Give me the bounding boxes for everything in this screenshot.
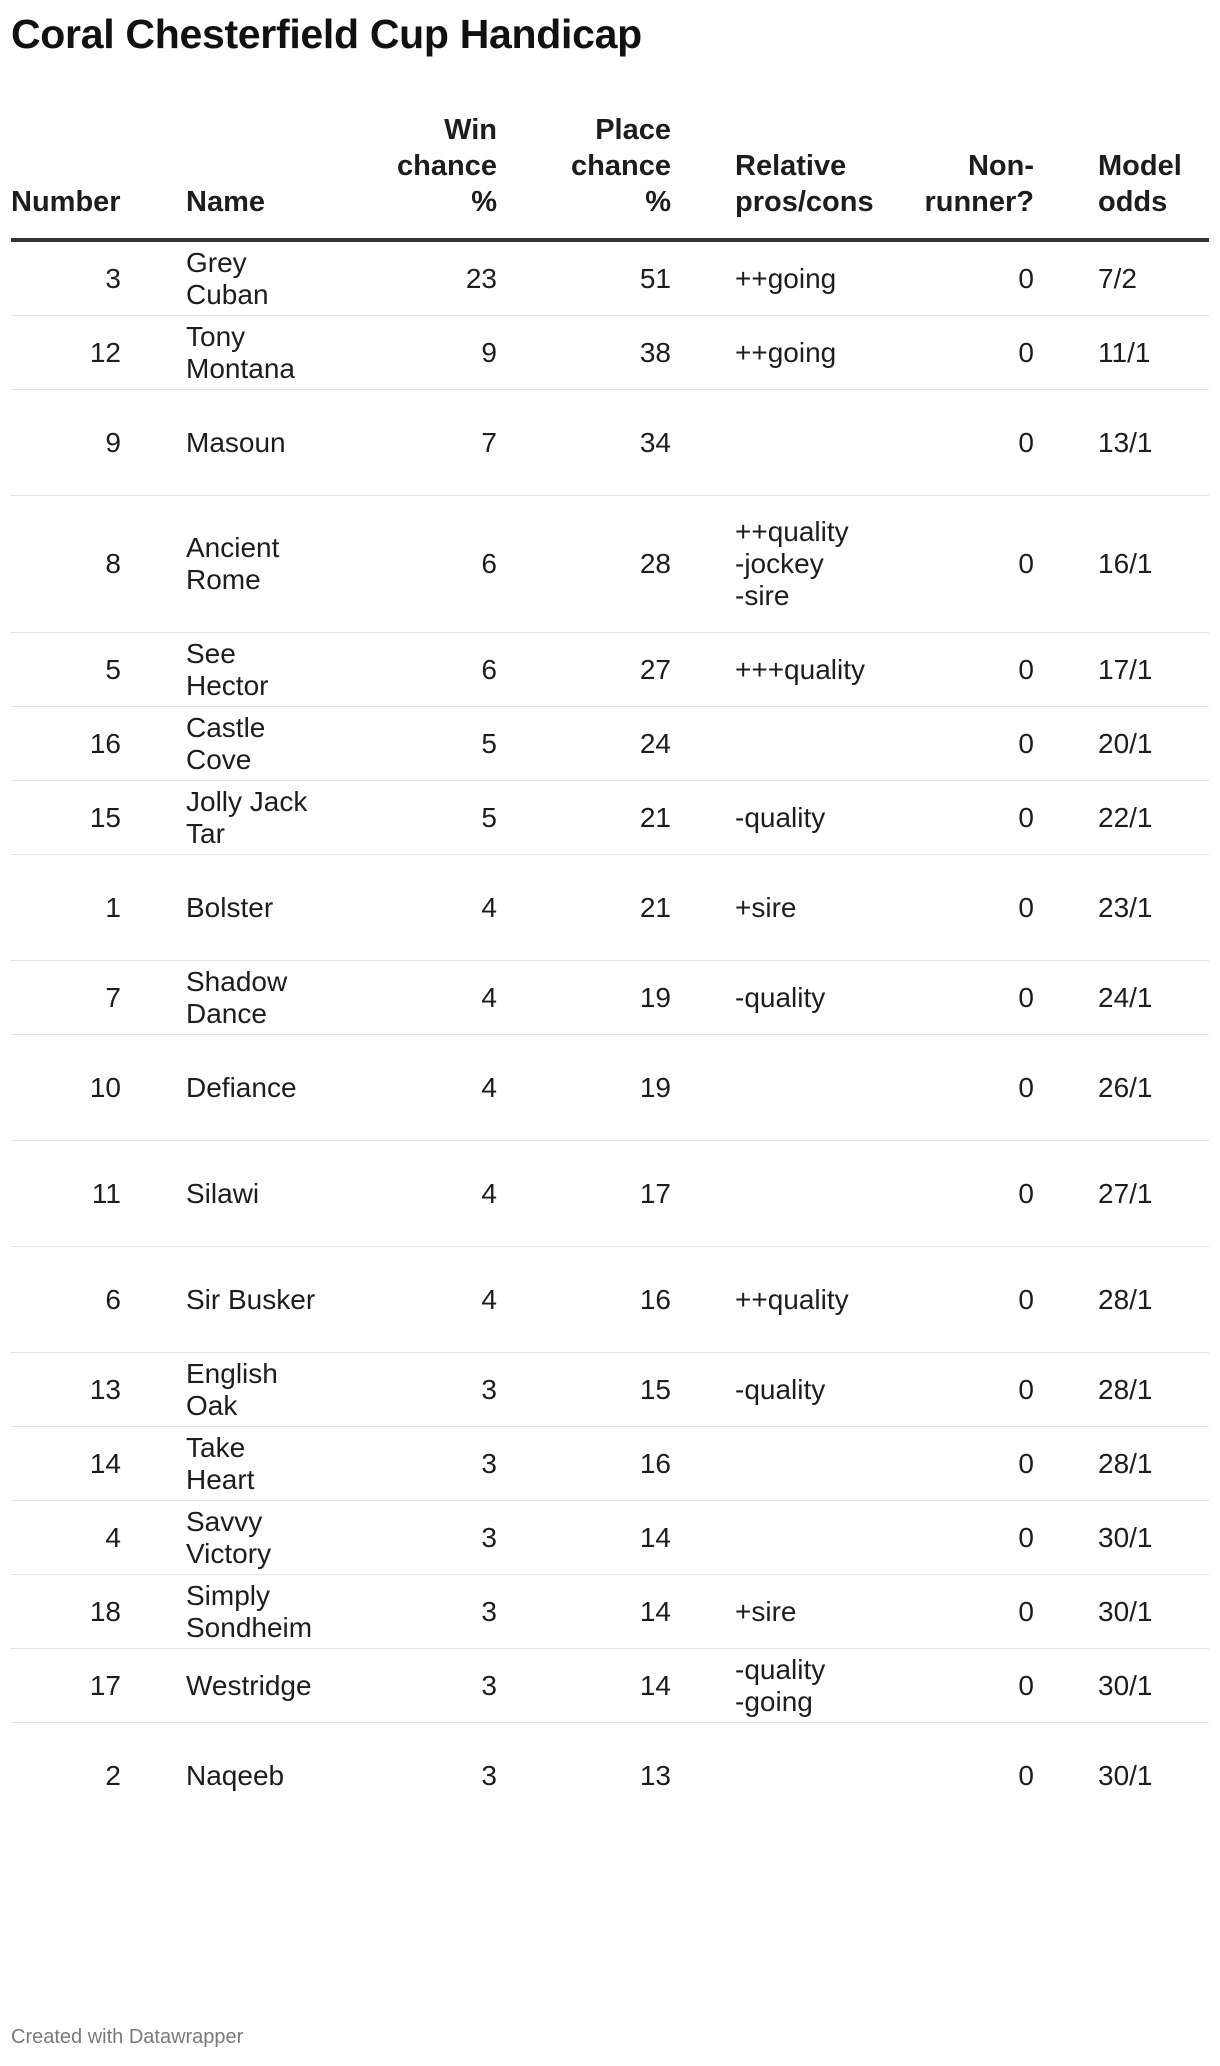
cell-name: Ancient Rome (186, 496, 366, 633)
column-header-model-odds: Model odds (1098, 112, 1209, 240)
cell-spacer (671, 1247, 735, 1353)
column-spacer (1034, 112, 1098, 240)
cell-number: 12 (11, 316, 121, 390)
cell-place-chance: 14 (497, 1575, 671, 1649)
cell-model-odds: 23/1 (1098, 855, 1209, 961)
cell-name: Savvy Victory (186, 1501, 366, 1575)
cell-name: Masoun (186, 390, 366, 496)
cell-spacer (121, 1501, 186, 1575)
cell-name: Tony Montana (186, 316, 366, 390)
cell-spacer (1034, 240, 1098, 316)
cell-model-odds: 11/1 (1098, 316, 1209, 390)
cell-spacer (671, 1649, 735, 1723)
cell-spacer (1034, 1035, 1098, 1141)
header-row (11, 112, 1209, 240)
cell-number: 1 (11, 855, 121, 961)
cell-place-chance: 51 (497, 240, 671, 316)
cell-number: 15 (11, 781, 121, 855)
cell-pros-cons: -quality -going (735, 1649, 905, 1723)
cell-win-chance: 3 (366, 1501, 497, 1575)
cell-model-odds: 30/1 (1098, 1649, 1209, 1723)
cell-win-chance: 4 (366, 961, 497, 1035)
cell-spacer (671, 707, 735, 781)
cell-pros-cons: -quality (735, 1353, 905, 1427)
column-header-win-chance: Win chance % (366, 112, 497, 240)
cell-name: Jolly Jack Tar (186, 781, 366, 855)
cell-place-chance: 17 (497, 1141, 671, 1247)
cell-model-odds: 16/1 (1098, 496, 1209, 633)
cell-spacer (671, 316, 735, 390)
table-row (11, 1723, 1209, 1829)
cell-place-chance: 19 (497, 1035, 671, 1141)
table-body (11, 240, 1209, 1828)
cell-name: See Hector (186, 633, 366, 707)
cell-place-chance: 19 (497, 961, 671, 1035)
cell-non-runner: 0 (905, 1649, 1034, 1723)
table-row (11, 390, 1209, 496)
cell-place-chance: 27 (497, 633, 671, 707)
cell-spacer (121, 1353, 186, 1427)
cell-spacer (671, 633, 735, 707)
cell-place-chance: 14 (497, 1501, 671, 1575)
cell-non-runner: 0 (905, 855, 1034, 961)
cell-win-chance: 7 (366, 390, 497, 496)
cell-number: 3 (11, 240, 121, 316)
cell-spacer (1034, 961, 1098, 1035)
cell-non-runner: 0 (905, 1427, 1034, 1501)
cell-spacer (1034, 855, 1098, 961)
cell-number: 11 (11, 1141, 121, 1247)
cell-spacer (671, 1035, 735, 1141)
cell-place-chance: 13 (639, 1759, 671, 1791)
cell-win-chance: 6 (366, 496, 497, 633)
cell-spacer (1034, 1501, 1098, 1575)
cell-non-runner: 0 (905, 781, 1034, 855)
cell-non-runner: 0 (1018, 1759, 1034, 1791)
cell-name: Shadow Dance (186, 961, 366, 1035)
cell-spacer (671, 390, 735, 496)
table-row (11, 781, 1209, 855)
cell-spacer (121, 1427, 186, 1501)
table-header (11, 112, 1209, 240)
cell-place-chance: 28 (497, 496, 671, 633)
table-row (11, 1141, 1209, 1247)
cell-name: English Oak (186, 1353, 366, 1427)
cell-spacer (121, 390, 186, 496)
cell-model-odds: 13/1 (1098, 390, 1209, 496)
cell-place-chance: 21 (497, 855, 671, 961)
cell-model-odds: 22/1 (1098, 781, 1209, 855)
cell-spacer (671, 496, 735, 633)
cell-number: 5 (11, 633, 121, 707)
cell-spacer (121, 1649, 186, 1723)
table-row (11, 1501, 1209, 1575)
cell-model-odds: 24/1 (1098, 961, 1209, 1035)
table-row (11, 1353, 1209, 1427)
table-row (11, 316, 1209, 390)
cell-name: Castle Cove (186, 707, 366, 781)
cell-pros-cons (735, 1427, 905, 1501)
cell-pros-cons: +sire (735, 855, 905, 961)
cell-spacer (1034, 1723, 1098, 1829)
cell-non-runner: 0 (905, 316, 1034, 390)
cell-win-chance: 9 (366, 316, 497, 390)
cell-non-runner: 0 (905, 240, 1034, 316)
cell-name: Take Heart (186, 1427, 366, 1501)
cell-model-odds: 28/1 (1098, 1427, 1209, 1501)
cell-number: 18 (11, 1575, 121, 1649)
cell-spacer (671, 1141, 735, 1247)
cell-spacer (671, 1723, 735, 1829)
cell-non-runner: 0 (905, 1575, 1034, 1649)
cell-win-chance: 3 (366, 1649, 497, 1723)
cell-number: 10 (11, 1035, 121, 1141)
cell-spacer (1034, 1427, 1098, 1501)
cell-place-chance: 34 (497, 390, 671, 496)
column-header-pros-cons: Relative pros/cons (735, 112, 905, 240)
cell-spacer (121, 1575, 186, 1649)
cell-spacer (1034, 1649, 1098, 1723)
cell-place-chance: 21 (497, 781, 671, 855)
cell-pros-cons: ++quality (735, 1247, 905, 1353)
cell-non-runner: 0 (905, 390, 1034, 496)
cell-model-odds: 30/1 (1098, 1501, 1209, 1575)
cell-pros-cons: -quality (735, 781, 905, 855)
cell-win-chance: 3 (366, 1575, 497, 1649)
cell-place-chance: 16 (497, 1427, 671, 1501)
cell-number: 7 (11, 961, 121, 1035)
cell-pros-cons: +sire (735, 1575, 905, 1649)
cell-spacer (121, 240, 186, 316)
cell-non-runner: 0 (905, 633, 1034, 707)
table-row (11, 1247, 1209, 1353)
cell-model-odds: 7/2 (1098, 240, 1209, 316)
cell-pros-cons: -quality (735, 961, 905, 1035)
table-row (11, 1035, 1209, 1141)
table-row (11, 707, 1209, 781)
cell-spacer (671, 1501, 735, 1575)
cell-place-chance: 15 (497, 1353, 671, 1427)
cell-model-odds: 27/1 (1098, 1141, 1209, 1247)
cell-model-odds: 17/1 (1098, 633, 1209, 707)
footer-credit: Created with Datawrapper (11, 2026, 244, 2048)
data-table (11, 112, 1209, 1828)
cell-name: Naqeeb (186, 1759, 285, 1791)
cell-pros-cons (735, 1141, 905, 1247)
cell-number: 9 (11, 390, 121, 496)
chart-title: Coral Chesterfield Cup Handicap (11, 11, 642, 57)
cell-pros-cons (735, 390, 905, 496)
cell-spacer (671, 1353, 735, 1427)
cell-pros-cons (735, 1035, 905, 1141)
cell-win-chance: 5 (366, 781, 497, 855)
cell-name: Defiance (186, 1035, 366, 1141)
cell-model-odds: 20/1 (1098, 707, 1209, 781)
cell-spacer (121, 707, 186, 781)
cell-spacer (121, 1723, 186, 1829)
cell-spacer (1034, 1575, 1098, 1649)
cell-place-chance: 16 (497, 1247, 671, 1353)
cell-win-chance: 4 (366, 1247, 497, 1353)
cell-spacer (121, 855, 186, 961)
cell-pros-cons (735, 1723, 905, 1829)
cell-number: 6 (11, 1247, 121, 1353)
cell-spacer (671, 1575, 735, 1649)
column-spacer (671, 112, 735, 240)
cell-pros-cons (735, 1501, 905, 1575)
cell-non-runner: 0 (905, 1353, 1034, 1427)
cell-model-odds: 28/1 (1098, 1247, 1209, 1353)
cell-spacer (1034, 316, 1098, 390)
cell-spacer (671, 961, 735, 1035)
cell-name: Grey Cuban (186, 240, 366, 316)
table-row (11, 1649, 1209, 1723)
table-row (11, 496, 1209, 633)
cell-pros-cons: ++going (735, 240, 905, 316)
cell-number: 4 (11, 1501, 121, 1575)
cell-number: 8 (11, 496, 121, 633)
cell-non-runner: 0 (905, 1247, 1034, 1353)
cell-spacer (1034, 390, 1098, 496)
cell-non-runner: 0 (905, 707, 1034, 781)
cell-model-odds: 30/1 (1098, 1759, 1153, 1791)
cell-spacer (121, 1141, 186, 1247)
cell-number: 16 (11, 707, 121, 781)
cell-model-odds: 28/1 (1098, 1353, 1209, 1427)
table-row (11, 855, 1209, 961)
cell-place-chance: 14 (497, 1649, 671, 1723)
cell-spacer (121, 316, 186, 390)
cell-spacer (121, 961, 186, 1035)
column-header-non-runner: Non- runner? (905, 112, 1034, 240)
cell-name: Simply Sondheim (186, 1575, 366, 1649)
cell-number: 2 (105, 1759, 121, 1791)
table-row (11, 1575, 1209, 1649)
cell-non-runner: 0 (905, 1501, 1034, 1575)
cell-win-chance: 3 (366, 1427, 497, 1501)
cell-win-chance: 5 (366, 707, 497, 781)
cell-place-chance: 24 (497, 707, 671, 781)
cell-name: Silawi (186, 1141, 366, 1247)
cell-spacer (1034, 707, 1098, 781)
cell-non-runner: 0 (905, 961, 1034, 1035)
cell-model-odds: 30/1 (1098, 1575, 1209, 1649)
cell-name: Bolster (186, 855, 366, 961)
cell-number: 17 (11, 1649, 121, 1723)
table-row (11, 961, 1209, 1035)
cell-spacer (1034, 496, 1098, 633)
cell-spacer (1034, 1247, 1098, 1353)
cell-win-chance: 6 (366, 633, 497, 707)
cell-spacer (121, 633, 186, 707)
column-header-place-chance: Place chance % (497, 112, 671, 240)
cell-pros-cons: ++going (735, 316, 905, 390)
cell-win-chance: 23 (366, 240, 497, 316)
column-spacer (121, 112, 186, 240)
column-header-name: Name (186, 112, 366, 240)
cell-place-chance: 38 (497, 316, 671, 390)
column-header-number: Number (11, 112, 121, 240)
cell-win-chance: 3 (481, 1759, 497, 1791)
cell-spacer (671, 1427, 735, 1501)
cell-number: 13 (11, 1353, 121, 1427)
cell-name: Sir Busker (186, 1247, 366, 1353)
cell-spacer (121, 1247, 186, 1353)
cell-win-chance: 4 (366, 1035, 497, 1141)
cell-spacer (1034, 1141, 1098, 1247)
cell-spacer (671, 781, 735, 855)
cell-spacer (121, 496, 186, 633)
cell-win-chance: 4 (366, 855, 497, 961)
cell-non-runner: 0 (905, 1141, 1034, 1247)
table-row (11, 1427, 1209, 1501)
cell-win-chance: 4 (366, 1141, 497, 1247)
table-row (11, 633, 1209, 707)
cell-non-runner: 0 (905, 1035, 1034, 1141)
cell-win-chance: 3 (366, 1353, 497, 1427)
cell-spacer (1034, 633, 1098, 707)
cell-spacer (671, 240, 735, 316)
cell-model-odds: 26/1 (1098, 1035, 1209, 1141)
cell-spacer (121, 1035, 186, 1141)
cell-spacer (1034, 781, 1098, 855)
cell-number: 14 (11, 1427, 121, 1501)
cell-pros-cons: ++quality -jockey -sire (735, 496, 905, 633)
cell-spacer (121, 781, 186, 855)
cell-non-runner: 0 (905, 496, 1034, 633)
table-row (11, 240, 1209, 316)
cell-spacer (671, 855, 735, 961)
cell-name: Westridge (186, 1649, 366, 1723)
cell-spacer (1034, 1353, 1098, 1427)
cell-pros-cons: +++quality (735, 633, 905, 707)
cell-pros-cons (735, 707, 905, 781)
